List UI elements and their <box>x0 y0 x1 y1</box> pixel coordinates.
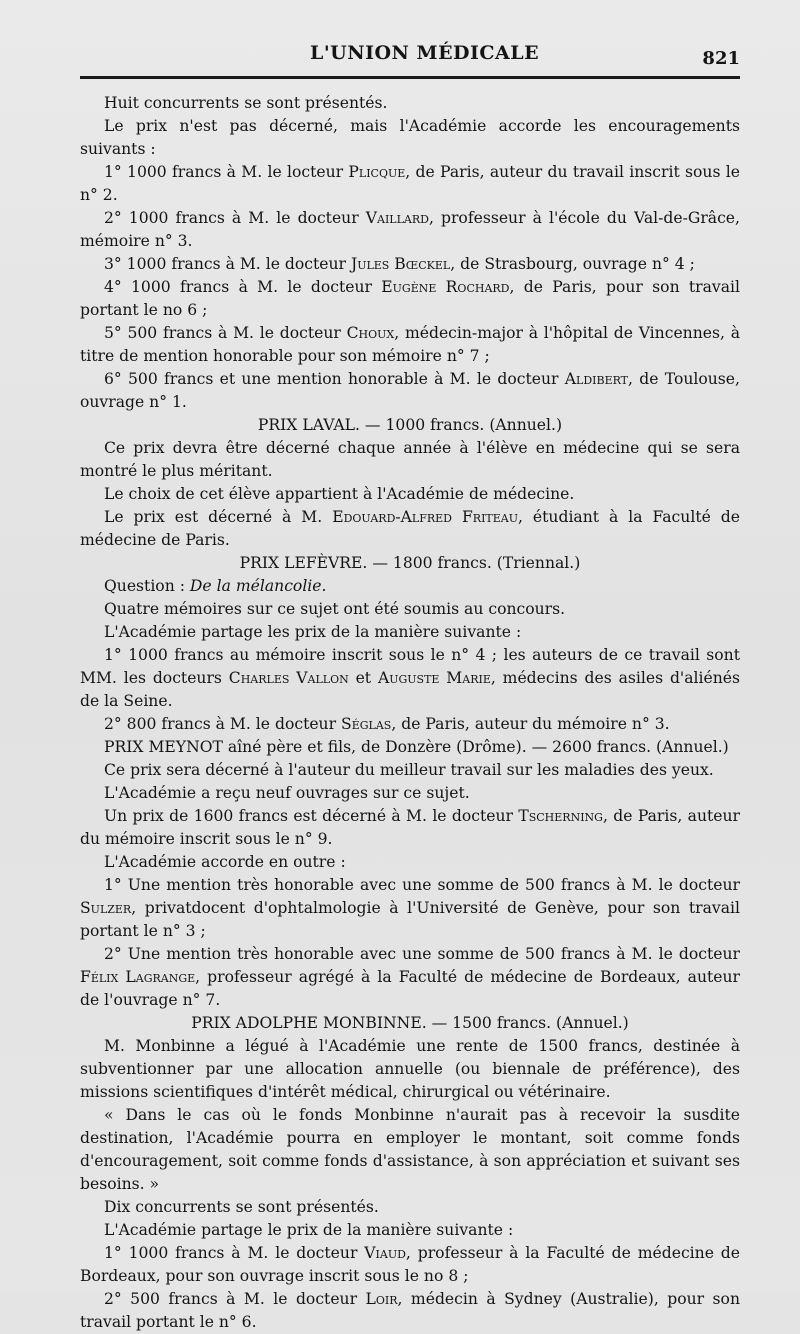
paragraph <box>80 598 740 621</box>
paragraph <box>80 1035 740 1104</box>
text-run: Huit concurrents se sont présentés. <box>104 94 388 112</box>
paragraph <box>80 368 740 414</box>
text-run: 6° 500 francs et une mention honorable à M. le docteur <box>104 370 565 388</box>
text-run: L'Académie partage le prix de la manière suivante : <box>104 1221 514 1239</box>
text-run: , professeur agrégé à la Faculté de médecine de Bordeaux, auteur de l'ouvrage n° 7. <box>80 968 740 1009</box>
proper-name: Félix Lagrange <box>80 968 196 986</box>
paragraph <box>80 805 740 851</box>
text-run: PRIX ADOLPHE MONBINNE. — 1500 francs. (Annuel.) <box>191 1014 629 1032</box>
proper-name: Choux <box>346 324 395 342</box>
text-run: M. Monbinne a légué à l'Académie une rente de 1500 francs, destinée à subventionner par une allocation annuelle (ou biennale de préférence), des missions scientifiques d'intérêt médical, chirurgical ou vétérinaire. <box>80 1037 740 1101</box>
text-run: Un prix de 1600 francs est décerné à M. le docteur <box>104 807 519 825</box>
text-run: PRIX LEFÈVRE. — 1800 francs. (Triennal.) <box>239 554 581 572</box>
text-run: L'Académie partage les prix de la manière suivante : <box>104 623 522 641</box>
proper-name: Aldibert <box>564 370 629 388</box>
text-run: 3° 1000 francs à M. le docteur <box>104 255 351 273</box>
text-run: Le choix de cet élève appartient à l'Académie de médecine. <box>104 485 575 503</box>
paragraph <box>80 483 740 506</box>
proper-name: Séglas <box>341 715 392 733</box>
paragraph <box>80 874 740 943</box>
paragraph <box>80 207 740 253</box>
text-run: Le prix est décerné à M. <box>104 508 333 526</box>
text-run: Question : <box>104 577 190 595</box>
text-run: , de Paris, auteur du mémoire inscrit sous le n° 9. <box>80 807 740 848</box>
paragraph <box>80 713 740 736</box>
proper-name: Loir <box>365 1290 398 1308</box>
section-heading <box>80 552 740 575</box>
paragraph <box>80 644 740 713</box>
text-run: PRIX MEYNOT aîné père et fils, de Donzère (Drôme). — 2600 francs. (Annuel.) <box>104 738 729 756</box>
text-run: , de Strasbourg, ouvrage n° 4 ; <box>450 255 695 273</box>
paragraph <box>80 621 740 644</box>
proper-name: Edouard-Alfred Friteau <box>332 508 518 526</box>
paragraph <box>80 1242 740 1288</box>
paragraph <box>80 322 740 368</box>
paragraph <box>80 276 740 322</box>
text-run: L'Académie a reçu neuf ouvrages sur ce sujet. <box>104 784 470 802</box>
paragraph <box>80 736 740 759</box>
text-run: PRIX LAVAL. — 1000 francs. (Annuel.) <box>257 416 563 434</box>
question-title: De la mélancolie. <box>189 577 327 595</box>
text-run: 2° 500 francs à M. le docteur <box>104 1290 366 1308</box>
text-run: 5° 500 francs à M. le docteur <box>104 324 347 342</box>
text-run: , privatdocent d'ophtalmologie à l'Université de Genève, pour son travail portant le n° 3 ; <box>80 899 740 940</box>
proper-name: Auguste Marie <box>377 669 491 687</box>
text-run: 2° Une mention très honorable avec une somme de 500 francs à M. le docteur <box>104 945 740 963</box>
paragraph <box>80 437 740 483</box>
text-run: Quatre mémoires sur ce sujet ont été soumis au concours. <box>104 600 566 618</box>
proper-name: Charles Vallon <box>228 669 349 687</box>
header-rule <box>80 76 740 79</box>
paragraph <box>80 1104 740 1196</box>
proper-name: Sulzer <box>80 899 132 917</box>
paragraph <box>80 575 740 598</box>
section-heading <box>80 414 740 437</box>
text-run: 1° 1000 francs au mémoire inscrit sous le n° 4 ; les auteurs de ce travail sont MM. les docteurs <box>80 646 740 687</box>
proper-name: Vaillard <box>365 209 429 227</box>
paragraph <box>80 851 740 874</box>
paragraph <box>80 161 740 207</box>
text-run: , de Paris, auteur du travail inscrit sous le n° 2. <box>80 163 740 204</box>
text-run: , professeur à la Faculté de médecine de Bordeaux, pour son ouvrage inscrit sous le no 8 ; <box>80 1244 741 1285</box>
paragraph <box>80 759 740 782</box>
paragraph <box>80 506 740 552</box>
text-run: 4° 1000 francs à M. le docteur <box>104 278 382 296</box>
text-run: , de Toulouse, ouvrage n° 1. <box>80 370 740 411</box>
text-run: L'Académie accorde en outre : <box>104 853 346 871</box>
proper-name: Tscherning <box>518 807 603 825</box>
proper-name: Jules Bœckel <box>350 255 451 273</box>
paragraph <box>80 943 740 1012</box>
text-run: 2° 800 francs à M. le docteur <box>104 715 342 733</box>
text-run: Ce prix devra être décerné chaque année à l'élève en médecine qui se sera montré le plus méritant. <box>80 439 740 480</box>
text-run: , de Paris, pour son travail portant le no 6 ; <box>80 278 740 319</box>
text-run: , médecin-major à l'hôpital de Vincennes, à titre de mention honorable pour son mémoire n° 7 ; <box>80 324 741 365</box>
text-run: , médecin à Sydney (Australie), pour son travail portant le n° 6. <box>80 1290 740 1331</box>
text-run: 2° 1000 francs à M. le docteur <box>104 209 366 227</box>
paragraph <box>80 253 740 276</box>
text-run: Dix concurrents se sont présentés. <box>104 1198 379 1216</box>
text-run: « Dans le cas où le fonds Monbinne n'aurait pas à recevoir la susdite destination, l'Académie pourra en employer le montant, soit comme fonds d'encouragement, soit comme fonds d'assistance, à son appréciation et suivant ses besoins. » <box>80 1106 740 1193</box>
page-header <box>80 40 740 80</box>
proper-name: Eugène Rochard <box>381 278 510 296</box>
text-run: Ce prix sera décerné à l'auteur du meilleur travail sur les maladies des yeux. <box>104 761 714 779</box>
text-run: et <box>348 669 378 687</box>
text-run: , de Paris, auteur du mémoire n° 3. <box>391 715 670 733</box>
paragraph <box>80 1288 740 1334</box>
text-run: , médecins des asiles d'aliénés de la Seine. <box>80 669 740 710</box>
text-run: 1° 1000 francs à M. le locteur <box>104 163 349 181</box>
text-run: Le prix n'est pas décerné, mais l'Académie accorde les encouragements suivants : <box>80 117 740 158</box>
text-run: , professeur à l'école du Val-de-Grâce, mémoire n° 3. <box>80 209 740 250</box>
section-heading <box>80 1012 740 1035</box>
paragraph <box>80 92 740 115</box>
paragraph <box>80 782 740 805</box>
document-body <box>80 92 740 1334</box>
page-number: 821 <box>702 48 740 69</box>
text-run: , étudiant à la Faculté de médecine de Paris. <box>80 508 740 549</box>
paragraph <box>80 1196 740 1219</box>
proper-name: Plicque <box>348 163 406 181</box>
text-run: 1° Une mention très honorable avec une somme de 500 francs à M. le docteur <box>104 876 740 894</box>
paragraph <box>80 1219 740 1242</box>
proper-name: Viaud <box>364 1244 406 1262</box>
running-title: L'UNION MÉDICALE <box>310 42 540 64</box>
paragraph <box>80 115 740 161</box>
text-run: 1° 1000 francs à M. le docteur <box>104 1244 365 1262</box>
